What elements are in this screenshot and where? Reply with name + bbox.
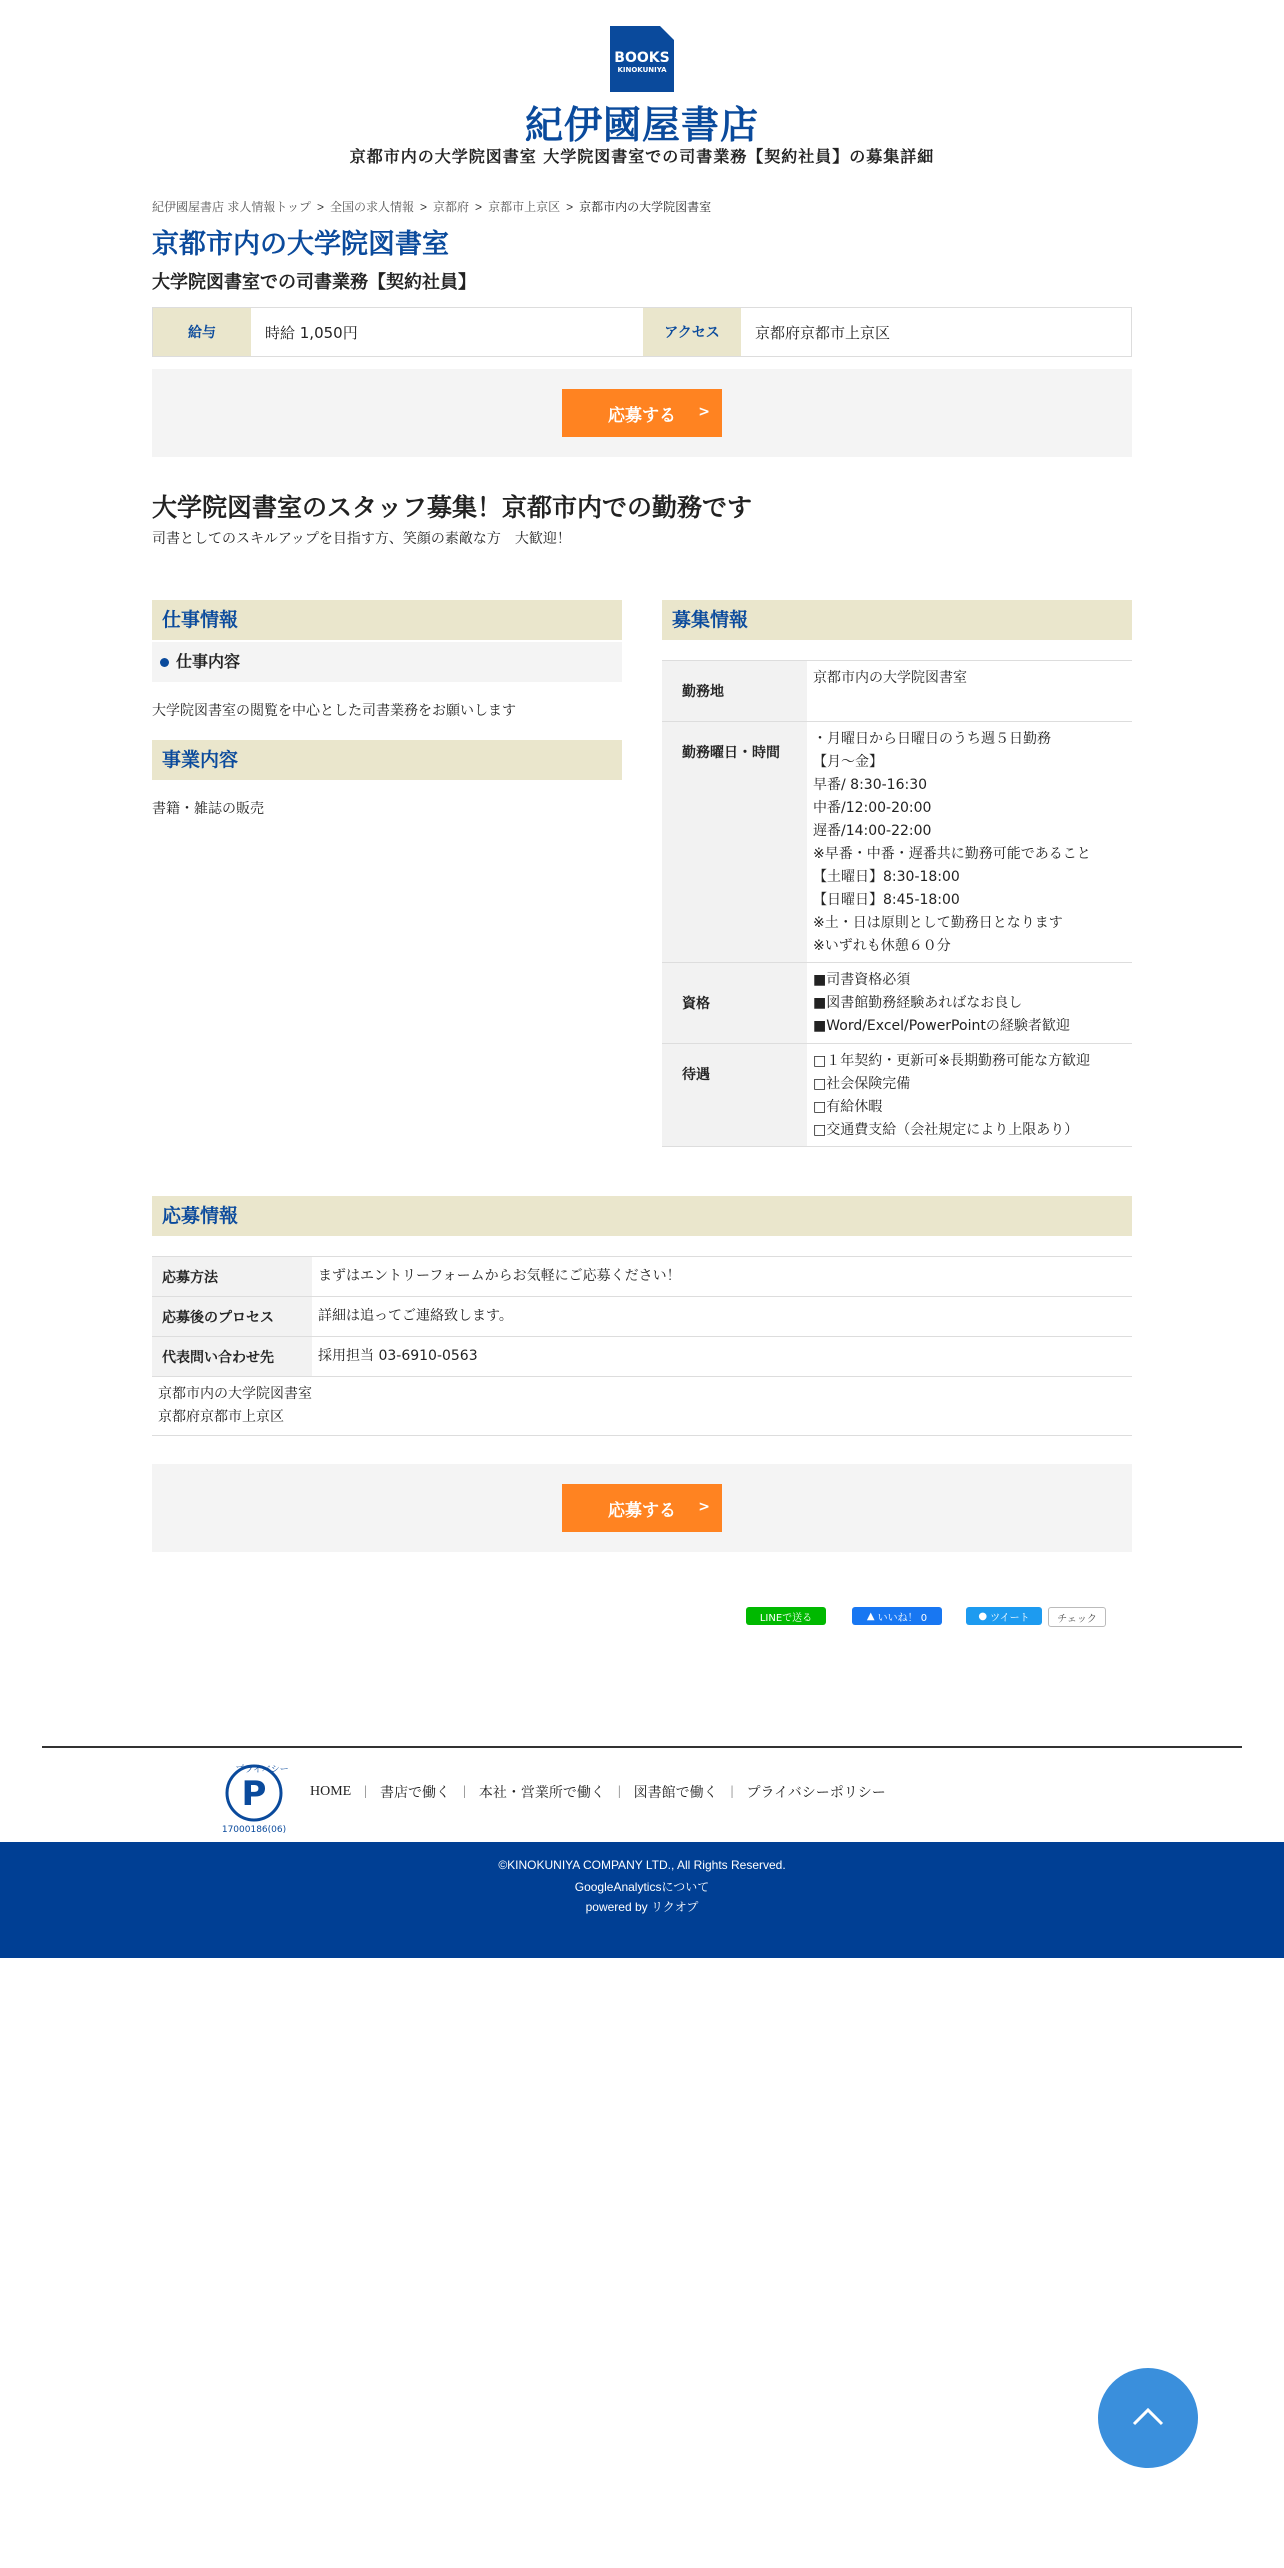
apply-address bbox=[152, 1377, 1132, 1436]
back-to-top-button[interactable] bbox=[1098, 2368, 1198, 2468]
svg-text:P: P bbox=[241, 1774, 267, 1814]
address-line: 京都府京都市上京区 bbox=[158, 1409, 284, 1425]
recruit-value-line: □交通費支給（会社規定により上限あり） bbox=[813, 1122, 1079, 1138]
copyright-text: ©KINOKUNIYA COMPANY LTD., All Rights Reserved. bbox=[498, 1858, 786, 1872]
breadcrumb bbox=[152, 198, 711, 215]
facebook-like-button[interactable] bbox=[852, 1607, 942, 1625]
footer-separator: | bbox=[617, 1784, 621, 1799]
footer-nav bbox=[310, 1782, 886, 1802]
tweet-button[interactable] bbox=[966, 1607, 1042, 1625]
recruit-value-line: □社会保険完備 bbox=[813, 1076, 911, 1092]
lead-title: 大学院図書室のスタッフ募集！京都市内での勤務です bbox=[152, 493, 753, 522]
salary-value: 時給 1,050円 bbox=[265, 323, 358, 342]
recruit-value-line: 【日曜日】8:45-18:00 bbox=[813, 892, 960, 908]
recruit-value-line: ・月曜日から日曜日のうち週５日勤務 bbox=[813, 731, 1051, 747]
recruit-key: 資格 bbox=[662, 963, 807, 1043]
work-content-subheading bbox=[152, 642, 622, 682]
logo-name[interactable]: 紀伊國屋書店 bbox=[524, 102, 759, 147]
breadcrumb-separator: > bbox=[316, 200, 324, 214]
line-share-button[interactable] bbox=[746, 1607, 826, 1625]
chevron-right-icon: > bbox=[698, 1499, 710, 1515]
check-label: チェック bbox=[1057, 1613, 1097, 1625]
footer-link-store[interactable]: 書店で働く bbox=[380, 1786, 451, 1801]
lead-text: 司書としてのスキルアップを目指す方、笑顔の素敵な方 大歓迎！ bbox=[152, 531, 571, 547]
breadcrumb-separator: > bbox=[475, 200, 483, 214]
address-line: 京都市内の大学院図書室 bbox=[158, 1386, 312, 1402]
recruit-row-qualifications bbox=[662, 963, 1132, 1044]
apply-info-heading: 応募情報 bbox=[152, 1196, 1132, 1236]
recruit-value-line: 遅番/14:00-22:00 bbox=[813, 823, 932, 839]
logo-badge-corner bbox=[660, 26, 674, 40]
footer-bar bbox=[0, 1842, 1284, 1958]
recruit-value-line: 【土曜日】8:30-18:00 bbox=[813, 869, 960, 885]
apply-button-label: 応募する bbox=[608, 1500, 676, 1521]
bullet-icon bbox=[160, 658, 169, 667]
job-title: 京都市内の大学院図書室 bbox=[152, 229, 449, 260]
recruit-info-table bbox=[662, 660, 1132, 1147]
chevron-right-icon: > bbox=[698, 404, 710, 420]
recruit-value bbox=[807, 963, 1132, 1043]
recruit-value-line: ■司書資格必須 bbox=[813, 972, 911, 988]
work-description: 大学院図書室の閲覧を中心とした司書業務をお願いします bbox=[152, 703, 516, 719]
privacy-mark-logo[interactable] bbox=[214, 1760, 294, 1836]
breadcrumb-item-top[interactable]: 紀伊國屋書店 求人情報トップ bbox=[152, 200, 311, 214]
recruit-value bbox=[807, 722, 1132, 962]
recruit-row-location bbox=[662, 661, 1132, 722]
privacy-mark-icon bbox=[214, 1760, 294, 1836]
apply-area-top bbox=[152, 369, 1132, 457]
apply-button-top[interactable] bbox=[562, 389, 722, 437]
recruit-value-line: ※土・日は原則として勤務日となります bbox=[813, 915, 1063, 931]
job-subtitle: 大学院図書室での司書業務【契約社員】 bbox=[152, 272, 476, 293]
logo-badge[interactable] bbox=[610, 26, 674, 92]
apply-key: 応募後のプロセス bbox=[152, 1297, 312, 1336]
footer-divider bbox=[42, 1746, 1242, 1748]
footer-link-office[interactable]: 本社・営業所で働く bbox=[478, 1786, 605, 1801]
pmark-number-text: 17000186(06) bbox=[221, 1825, 287, 1835]
recruit-value-line: □１年契約・更新可※長期勤務可能な方歓迎 bbox=[813, 1053, 1090, 1069]
apply-value: 詳細は追ってご連絡致します。 bbox=[318, 1308, 513, 1324]
apply-row-contact bbox=[152, 1337, 1132, 1377]
recruit-value bbox=[807, 661, 1132, 721]
page-heading: 京都市内の大学院図書室 大学院図書室での司書業務【契約社員】の募集詳細 bbox=[349, 147, 935, 166]
business-text: 書籍・雑誌の販売 bbox=[152, 801, 264, 817]
apply-value: 採用担当 03-6910-0563 bbox=[318, 1348, 478, 1364]
chevron-up-icon bbox=[1098, 2368, 1198, 2468]
salary-label: 給与 bbox=[153, 308, 251, 356]
footer-link-privacy[interactable]: プライバシーポリシー bbox=[746, 1786, 886, 1801]
breadcrumb-item-all[interactable]: 全国の求人情報 bbox=[330, 200, 415, 214]
apply-button-label: 応募する bbox=[608, 405, 676, 426]
recruit-value-line: □有給休暇 bbox=[813, 1099, 883, 1115]
breadcrumb-item-current: 京都市内の大学院図書室 bbox=[579, 200, 712, 214]
breadcrumb-separator: > bbox=[420, 200, 428, 214]
apply-key: 応募方法 bbox=[152, 1257, 312, 1296]
line-share-label: LINEで送る bbox=[759, 1612, 813, 1624]
apply-value: まずはエントリーフォームからお気軽にご応募ください！ bbox=[318, 1268, 681, 1284]
footer-separator: | bbox=[730, 1784, 734, 1799]
recruit-value-line: 【月～金】 bbox=[813, 754, 883, 770]
breadcrumb-item-prefecture[interactable]: 京都府 bbox=[433, 200, 470, 214]
tweet-label: ツイート bbox=[990, 1612, 1030, 1624]
work-content-subheading-label: 仕事内容 bbox=[176, 652, 241, 671]
bird-icon: ● bbox=[978, 1610, 988, 1622]
footer-separator: | bbox=[463, 1784, 466, 1799]
job-summary-row bbox=[152, 307, 1132, 357]
recruit-key: 勤務曜日・時間 bbox=[662, 722, 807, 962]
recruit-value-line: ※早番・中番・遅番共に勤務可能であること bbox=[813, 846, 1091, 862]
footer-separator: | bbox=[364, 1784, 368, 1799]
analytics-link[interactable]: GoogleAnalyticsについて bbox=[574, 1880, 710, 1894]
breadcrumb-item-ward[interactable]: 京都市上京区 bbox=[488, 200, 561, 214]
recruit-key: 待遇 bbox=[662, 1044, 807, 1146]
apply-area-bottom bbox=[152, 1464, 1132, 1552]
access-value: 京都府京都市上京区 bbox=[755, 323, 891, 342]
pmark-label-text: プライバシー bbox=[235, 1765, 289, 1775]
logo-badge-line1: BOOKS bbox=[614, 50, 670, 66]
recruit-value bbox=[807, 1044, 1132, 1146]
recruit-value-line: ■図書館勤務経験あればなお良し bbox=[813, 995, 1023, 1011]
apply-row-method bbox=[152, 1257, 1132, 1297]
recruit-value-line: 早番/ 8:30-16:30 bbox=[813, 777, 928, 793]
work-info-heading: 仕事情報 bbox=[152, 600, 622, 640]
logo-badge-text bbox=[610, 52, 674, 76]
apply-row-process bbox=[152, 1297, 1132, 1337]
recruit-value-line: ※いずれも休憩６０分 bbox=[813, 938, 951, 954]
thumbs-up-icon: ▲ bbox=[866, 1610, 875, 1622]
hatena-check-button[interactable] bbox=[1048, 1607, 1106, 1627]
breadcrumb-separator: > bbox=[566, 200, 574, 214]
recruit-value-line: ■Word/Excel/PowerPointの経験者歓迎 bbox=[813, 1018, 1070, 1034]
recruit-row-benefits bbox=[662, 1044, 1132, 1147]
apply-info-table bbox=[152, 1256, 1132, 1436]
apply-button-bottom[interactable] bbox=[562, 1484, 722, 1532]
powered-by-text: powered by リクオプ bbox=[585, 1900, 699, 1914]
footer-link-library[interactable]: 図書館で働く bbox=[633, 1786, 718, 1801]
recruit-info-heading: 募集情報 bbox=[662, 600, 1132, 640]
recruit-value-line: 中番/12:00-20:00 bbox=[813, 800, 932, 816]
recruit-row-hours bbox=[662, 722, 1132, 963]
access-label: アクセス bbox=[643, 308, 741, 356]
business-heading: 事業内容 bbox=[152, 740, 622, 780]
logo-badge-line2: KINOKUNIYA bbox=[617, 66, 667, 74]
footer-link-home[interactable]: HOME bbox=[310, 1784, 352, 1799]
like-label: いいね！ 0 bbox=[877, 1612, 928, 1624]
recruit-value-line: 京都市内の大学院図書室 bbox=[813, 670, 967, 686]
apply-key: 代表問い合わせ先 bbox=[152, 1337, 312, 1376]
recruit-key: 勤務地 bbox=[662, 661, 807, 721]
